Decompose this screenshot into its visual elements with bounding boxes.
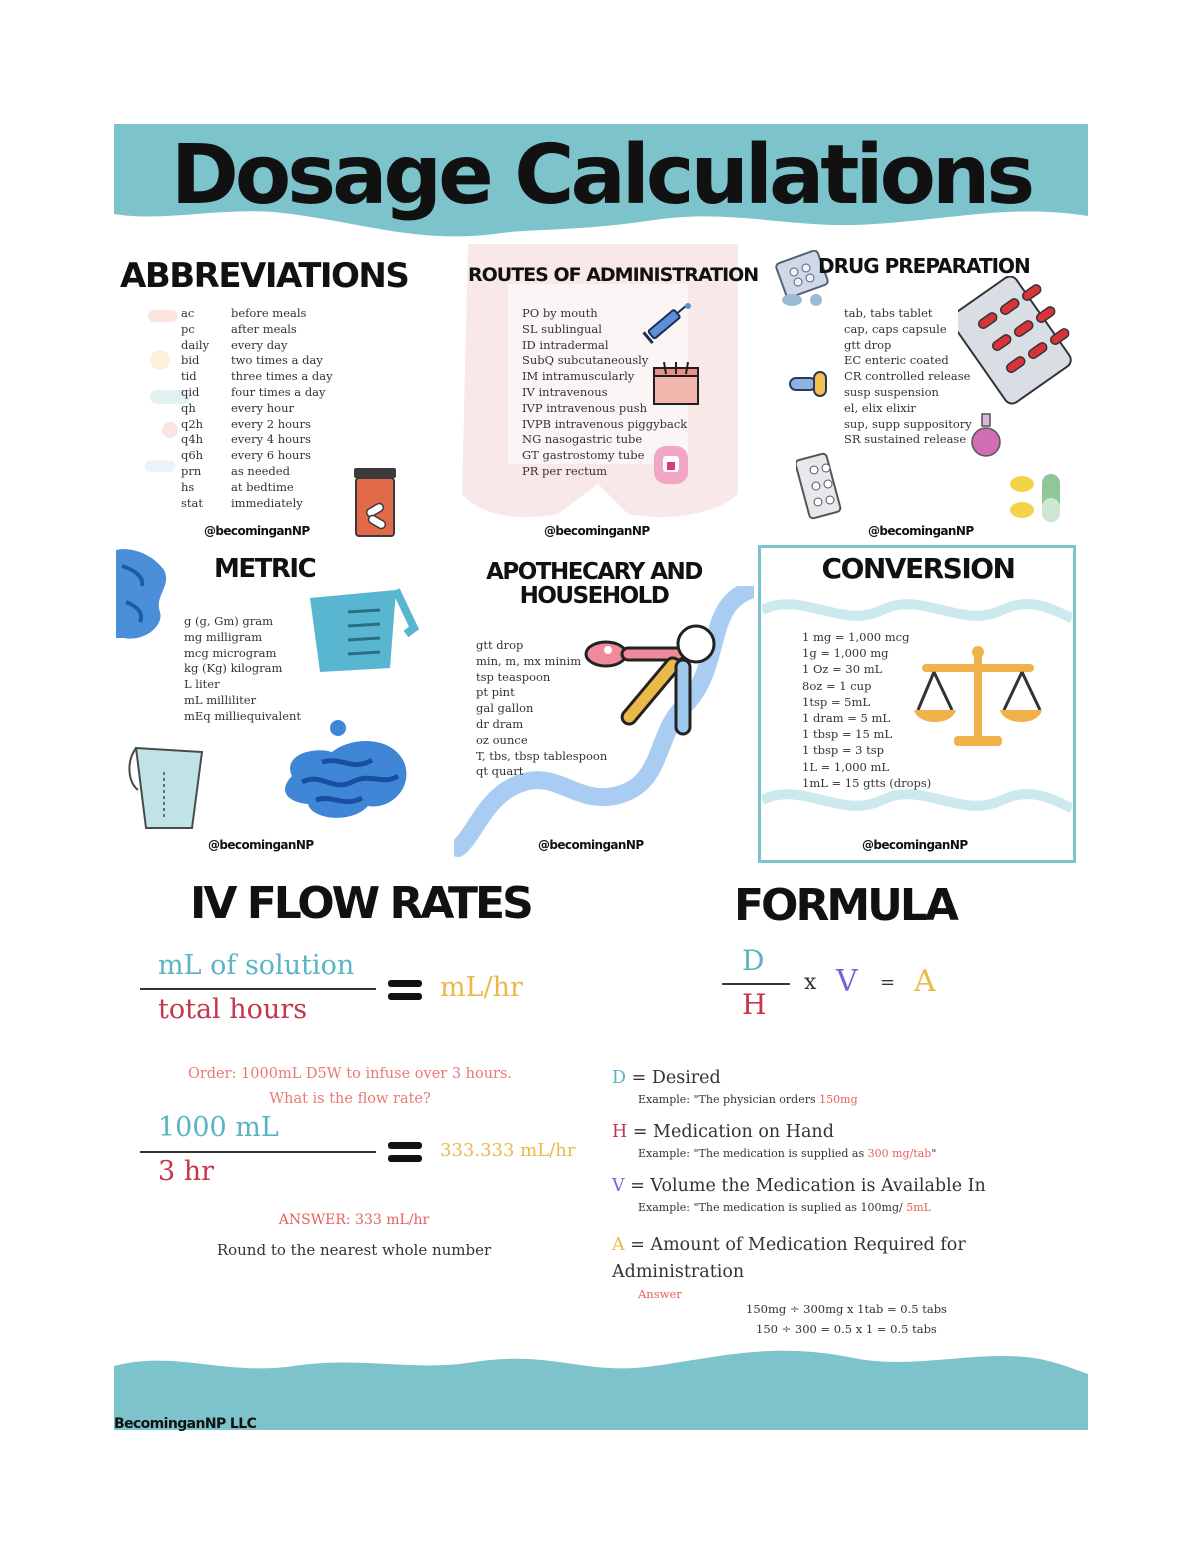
metric-handle: @becominganNP bbox=[208, 838, 314, 852]
route-item: SL sublingual bbox=[522, 321, 602, 336]
metric-item: L liter bbox=[184, 677, 220, 692]
formula-definition-text: = Volume the Medication is Available In bbox=[624, 1176, 986, 1196]
formula-definition-letter: V bbox=[612, 1176, 625, 1196]
conversion-item: 1 tbsp = 3 tsp bbox=[802, 743, 885, 758]
pill-bottle-icon bbox=[352, 466, 398, 540]
formula-example-end: " bbox=[931, 1147, 937, 1160]
conversion-item: 1 tbsp = 15 mL bbox=[802, 727, 892, 742]
abbreviation-key: tid bbox=[181, 369, 197, 384]
iv-order-line1: Order: 1000mL D5W to infuse over 3 hours. bbox=[187, 1066, 513, 1082]
footer-company: BecominganNP LLC bbox=[114, 1416, 257, 1432]
abbreviation-key: pc bbox=[181, 321, 195, 336]
iv-example-denominator: 3 hr bbox=[158, 1156, 215, 1187]
route-item: NG nasogastric tube bbox=[522, 432, 643, 447]
drug-prep-item: susp suspension bbox=[844, 384, 939, 399]
formula-definition-letter: D bbox=[612, 1068, 627, 1088]
drug-prep-item: CR controlled release bbox=[844, 369, 971, 384]
apothecary-item: oz ounce bbox=[476, 732, 528, 747]
formula-example-text: Example: "The physician orders bbox=[638, 1093, 820, 1106]
conversion-item: 8oz = 1 cup bbox=[802, 678, 872, 693]
formula-answer-label: Answer bbox=[638, 1287, 682, 1301]
formula-example-text: Example: "The medication is supplied as bbox=[638, 1147, 868, 1160]
route-item: ID intradermal bbox=[522, 337, 609, 352]
formula-h: H bbox=[742, 988, 767, 1021]
iv-denominator: total hours bbox=[158, 994, 308, 1025]
abbreviation-meaning: three times a day bbox=[231, 369, 333, 384]
abbreviations-title: ABBREVIATIONS bbox=[120, 256, 409, 296]
yellow-pills-icon bbox=[1006, 470, 1066, 526]
abbreviation-row bbox=[181, 496, 333, 512]
apothecary-title bbox=[480, 560, 708, 608]
metric-item: g (g, Gm) gram bbox=[184, 614, 274, 628]
formula-d: D bbox=[742, 944, 765, 977]
abbreviation-key: qid bbox=[181, 384, 200, 399]
capsules-icon bbox=[788, 368, 842, 400]
metric-item: mg milligram bbox=[184, 629, 263, 644]
formula-example-highlight: 5mL bbox=[906, 1201, 931, 1214]
iv-numerator: mL of solution bbox=[158, 950, 355, 981]
route-item: IVPB intravenous piggyback bbox=[522, 416, 688, 431]
iv-bag-icon bbox=[650, 444, 692, 488]
apothecary-title-line1: APOTHECARY AND bbox=[486, 559, 702, 585]
iv-order bbox=[160, 1062, 540, 1112]
iv-result: mL/hr bbox=[440, 972, 523, 1003]
formula-a-text-line2: Administration bbox=[612, 1262, 745, 1282]
route-item: PR per rectum bbox=[522, 463, 608, 478]
abbreviation-row bbox=[181, 306, 333, 322]
abbreviation-meaning: every 2 hours bbox=[231, 416, 311, 431]
drug-prep-handle: @becominganNP bbox=[868, 524, 974, 538]
route-item: SubQ subcutaneously bbox=[522, 353, 649, 368]
iv-equals-bar-bottom bbox=[388, 993, 422, 1000]
formula-definition-letter: H bbox=[612, 1122, 628, 1142]
syringe-icon bbox=[640, 296, 696, 346]
metric-title: METRIC bbox=[214, 554, 316, 584]
route-item: IM intramuscularly bbox=[522, 369, 635, 384]
conversion-item: 1 Oz = 30 mL bbox=[802, 662, 883, 677]
formula-a-text-line1: = Amount of Medication Required for bbox=[624, 1235, 966, 1255]
iv-example-result: 333.333 mL/hr bbox=[440, 1140, 576, 1161]
conversion-item: 1mL = 15 gtts (drops) bbox=[802, 775, 932, 790]
route-item: IVP intravenous push bbox=[522, 400, 647, 415]
formula-fraction-line bbox=[722, 983, 790, 985]
iv-example-numerator: 1000 mL bbox=[158, 1112, 279, 1143]
abbreviation-meaning: every 6 hours bbox=[231, 448, 311, 463]
formula-definition-item bbox=[612, 1176, 986, 1214]
abbreviation-row bbox=[181, 432, 333, 448]
abbreviation-key: q2h bbox=[181, 416, 204, 431]
abbreviation-meaning: four times a day bbox=[231, 384, 326, 399]
abbreviation-key: ac bbox=[181, 306, 195, 320]
formula-definition-text: = Desired bbox=[626, 1068, 721, 1088]
abbreviation-row bbox=[181, 385, 333, 401]
drug-prep-item: el, elix elixir bbox=[844, 400, 916, 415]
abbreviation-row bbox=[181, 480, 333, 496]
iv-example-fraction-line bbox=[140, 1151, 376, 1153]
iv-answer: ANSWER: 333 mL/hr bbox=[278, 1212, 430, 1228]
conversion-item: 1g = 1,000 mg bbox=[802, 646, 889, 661]
apothecary-item: dr dram bbox=[476, 716, 524, 731]
formula-times: x bbox=[804, 970, 817, 995]
drug-prep-item: sup, supp suppository bbox=[844, 416, 972, 431]
abbreviation-meaning: two times a day bbox=[231, 353, 323, 368]
iv-example-equals-bar-bottom bbox=[388, 1155, 422, 1162]
abbreviation-key: q4h bbox=[181, 432, 204, 447]
abbreviation-key: stat bbox=[181, 495, 204, 510]
conversion-item: 1tsp = 5mL bbox=[802, 694, 871, 709]
drug-prep-item: SR sustained release bbox=[844, 432, 967, 447]
routes-handle: @becominganNP bbox=[544, 524, 650, 538]
route-item: PO by mouth bbox=[522, 306, 598, 320]
iv-equals-bar-top bbox=[388, 980, 422, 987]
formula-definition-item bbox=[612, 1122, 936, 1160]
abbreviation-meaning: as needed bbox=[231, 463, 290, 478]
apothecary-item: qt quart bbox=[476, 764, 524, 779]
formula-definition-item bbox=[612, 1068, 858, 1106]
apothecary-item: min, m, mx minim bbox=[476, 653, 582, 668]
abbreviation-meaning: at bedtime bbox=[231, 479, 294, 494]
apothecary-item: gtt drop bbox=[476, 638, 524, 652]
formula-example-text: Example: "The medication is suplied as 100mg/ bbox=[638, 1201, 907, 1214]
skin-layers-icon bbox=[652, 360, 700, 406]
drug-prep-item: EC enteric coated bbox=[844, 353, 949, 368]
metric-item: mEq milliequivalent bbox=[184, 708, 302, 723]
abbreviation-meaning: every hour bbox=[231, 400, 294, 415]
formula-v: V bbox=[836, 964, 858, 999]
formula-example-highlight: 300 mg/tab bbox=[867, 1147, 932, 1160]
drug-prep-title: DRUG PREPARATION bbox=[818, 254, 1030, 278]
abbreviation-row bbox=[181, 448, 333, 464]
measuring-spoons-icon bbox=[584, 620, 724, 738]
abbreviation-key: prn bbox=[181, 463, 202, 478]
apothecary-item: gal gallon bbox=[476, 701, 534, 716]
blue-splash-decoration bbox=[114, 546, 178, 646]
metric-item: mcg microgram bbox=[184, 645, 277, 660]
conversion-item: 1 dram = 5 mL bbox=[802, 711, 891, 726]
iv-example-equals-bar-top bbox=[388, 1142, 422, 1149]
abbreviation-key: bid bbox=[181, 353, 200, 368]
drug-prep-item: cap, caps capsule bbox=[844, 321, 947, 336]
apothecary-title-line2: HOUSEHOLD bbox=[519, 583, 669, 609]
route-item: GT gastrostomy tube bbox=[522, 448, 645, 463]
drug-prep-list bbox=[844, 306, 972, 448]
abbreviation-row bbox=[181, 322, 333, 338]
formula-a-definition bbox=[612, 1232, 966, 1286]
apothecary-handle: @becominganNP bbox=[538, 838, 644, 852]
conversion-item: 1 mg = 1,000 mcg bbox=[802, 630, 910, 644]
metric-item: kg (Kg) kilogram bbox=[184, 661, 283, 676]
page-title: Dosage Calculations bbox=[170, 128, 1032, 223]
scale-icon bbox=[912, 644, 1044, 750]
formula-a-letter: A bbox=[612, 1235, 625, 1255]
metric-list bbox=[184, 614, 301, 725]
abbreviation-meaning: before meals bbox=[231, 306, 307, 320]
abbreviations-list bbox=[181, 306, 333, 511]
iv-round-note: Round to the nearest whole number bbox=[216, 1241, 492, 1259]
formula-equals: = bbox=[880, 972, 896, 993]
abbreviation-row bbox=[181, 417, 333, 433]
elixir-flask-icon bbox=[966, 412, 1006, 458]
blue-blob-decoration bbox=[272, 716, 416, 828]
conversion-title: CONVERSION bbox=[821, 552, 1015, 585]
abbreviation-key: qh bbox=[181, 400, 196, 415]
drug-prep-item: gtt drop bbox=[844, 337, 892, 352]
formula-answer-line2: 150 ÷ 300 = 0.5 x 1 = 0.5 tabs bbox=[756, 1322, 937, 1336]
apothecary-item: tsp teaspoon bbox=[476, 669, 551, 684]
tablet-strip-icon bbox=[796, 452, 846, 522]
abbreviation-row bbox=[181, 353, 333, 369]
routes-title: ROUTES OF ADMINISTRATION bbox=[468, 264, 759, 286]
formula-example-highlight: 150mg bbox=[819, 1093, 858, 1106]
formula-definition-text: = Medication on Hand bbox=[627, 1122, 834, 1142]
iv-fraction-line bbox=[140, 988, 376, 990]
abbreviation-meaning: every day bbox=[231, 337, 288, 352]
route-item: IV intravenous bbox=[522, 384, 608, 399]
iv-order-line2: What is the flow rate? bbox=[269, 1091, 431, 1107]
formula-answer-line1: 150mg ÷ 300mg x 1tab = 0.5 tabs bbox=[746, 1302, 947, 1316]
formula-a: A bbox=[914, 964, 936, 999]
apothecary-item: T, tbs, tbsp tablespoon bbox=[476, 748, 608, 763]
beaker-icon bbox=[124, 742, 208, 834]
footer-banner bbox=[114, 1336, 1088, 1430]
abbreviation-meaning: every 4 hours bbox=[231, 432, 311, 447]
abbreviation-row bbox=[181, 464, 333, 480]
abbreviation-row bbox=[181, 338, 333, 354]
abbreviation-row bbox=[181, 401, 333, 417]
abbreviation-meaning: immediately bbox=[231, 495, 303, 510]
abbreviation-key: daily bbox=[181, 337, 210, 352]
abbreviation-key: q6h bbox=[181, 448, 204, 463]
drug-prep-item: tab, tabs tablet bbox=[844, 306, 933, 320]
abbreviation-key: hs bbox=[181, 479, 195, 494]
abbreviation-row bbox=[181, 369, 333, 385]
measuring-cup-icon bbox=[286, 584, 420, 678]
metric-item: mL milliliter bbox=[184, 692, 257, 707]
apothecary-item: pt pint bbox=[476, 685, 515, 700]
iv-flow-title: IV FLOW RATES bbox=[190, 878, 531, 929]
blister-pack-capsules-icon bbox=[958, 276, 1074, 406]
conversion-item: 1L = 1,000 mL bbox=[802, 759, 890, 774]
formula-title: FORMULA bbox=[734, 880, 956, 931]
abbreviations-handle: @becominganNP bbox=[204, 524, 310, 538]
conversion-handle: @becominganNP bbox=[862, 838, 968, 852]
abbreviation-meaning: after meals bbox=[231, 321, 297, 336]
